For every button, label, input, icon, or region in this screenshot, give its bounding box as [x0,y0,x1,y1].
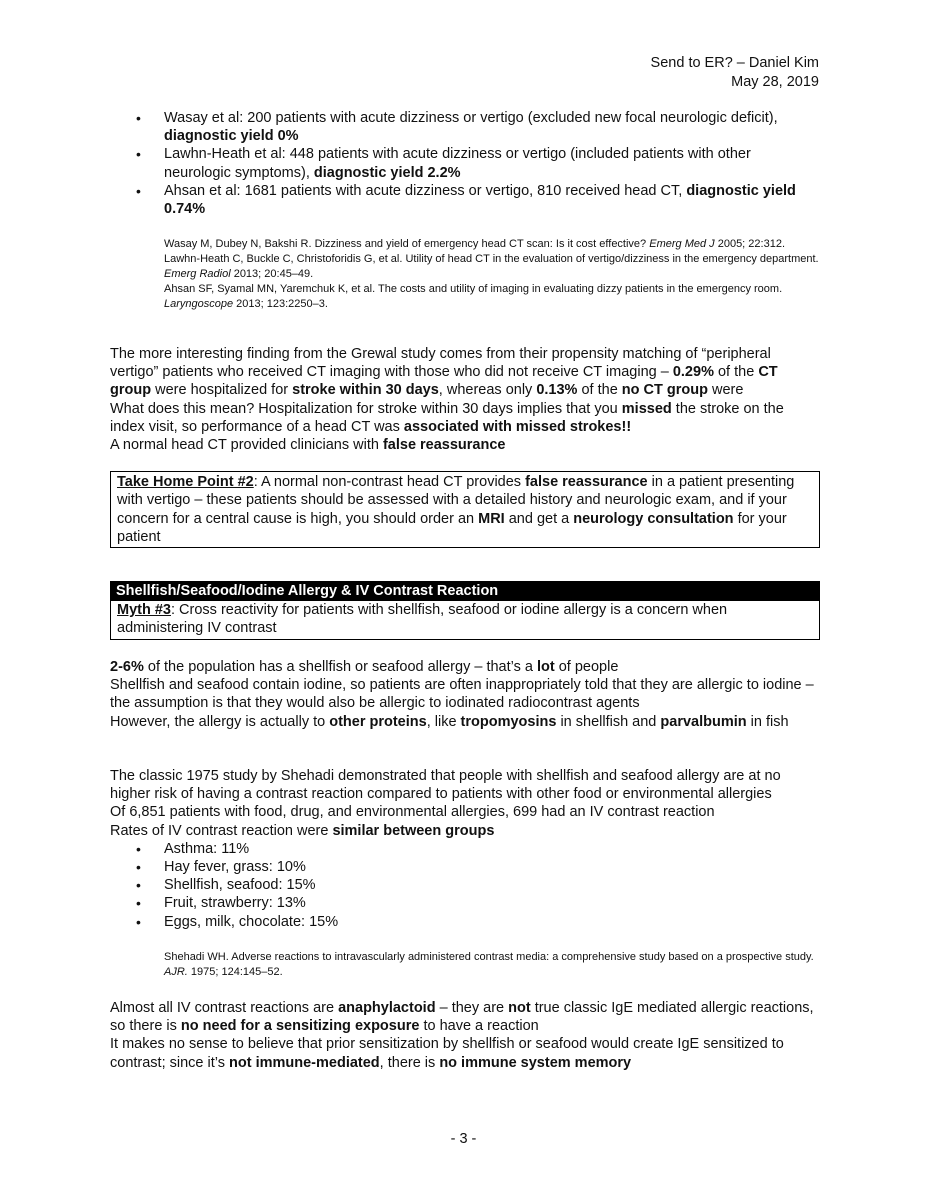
header-date: May 28, 2019 [731,74,819,90]
myth-box: Myth #3: Cross reactivity for patients with shellfish, seafood or iodine allergy is a concern when administering IV contrast [110,600,820,640]
grewal-paragraph: The more interesting finding from the Grewal study comes from their propensity matching of “peripheral vertigo” patients who received CT imaging with those who did not receive CT imaging – 0.29% of the CT group were hospitalized for stroke within 30 days, whereas only 0.13% of the no CT group were What does this mean? Hospitalization for stroke within 30 days implies that you missed the stroke on the index visit, so performance of a head CT was associated with missed strokes!! A normal head CT provided clinicians with false reassurance [110,346,784,454]
references-2 [164,950,824,980]
final-paragraph: Almost all IV contrast reactions are anaphylactoid – they are not true classic IgE mediated allergic reactions, so there is no need for a sensitizing exposure to have a reaction It makes no sense to believe that prior sensitization by shellfish or seafood would create IgE sensitized to contrast; since it’s not immune-mediated, there is no immune system memory [110,1000,814,1071]
reference: Ahsan SF, Syamal MN, Yaremchuk K, et al. The costs and utility of imaging in evaluating dizzy patients in the emergency room. Laryngoscope 2013; 123:2250–3. [164,283,783,310]
take-home-point-box: Take Home Point #2: A normal non-contrast head CT provides false reassurance in a patient presenting with vertigo – these patients should be assessed with a detailed history and neurologic exam, and if your concern for a central cause is high, you should order an MRI and get a neurology consultation for your patient [110,471,820,548]
take-home-label: Take Home Point #2 [117,474,254,490]
shehadi-paragraph: The classic 1975 study by Shehadi demonstrated that people with shellfish and seafood allergy are at no higher risk of having a contrast reaction compared to patients with other food or environmental allergies Of 6,851 patients with food, drug, and environmental allergies, 699 had an IV contrast reaction Rates of IV contrast reaction were similar between groups • Asthma: 11% • Hay fever, grass: 10% • Shellfish, seafood: 15% • Fruit, strawberry: 13% • Eggs, milk, chocolate: 15% [110,767,820,931]
reference: Lawhn-Heath C, Buckle C, Christoforidis G, et al. Utility of head CT in the evaluation of vertigo/dizziness in the emergency department. Emerg Radiol 2013; 20:45–49. [164,253,819,280]
rates-list [110,840,820,931]
list-item: • Fruit, strawberry: 13% [110,894,820,912]
list-item: • Shellfish, seafood: 15% [110,876,820,894]
list-item: • Hay fever, grass: 10% [110,858,820,876]
allergy-paragraph: 2-6% of the population has a shellfish or seafood allergy – that’s a lot of people Shellfish and seafood contain iodine, so patients are often inappropriately told that they are allergic to iodine – the assumption is that they would also be allergic to iodinated radiocontrast agents However, the allergy is actually to other proteins, like tropomyosins in shellfish and parvalbumin in fish [110,659,814,730]
references-1 [164,237,824,312]
list-item: • Lawhn-Heath et al: 448 patients with acute dizziness or vertigo (included patients with other neurologic symptoms), diagnostic yield 2.2% [110,145,820,181]
myth-label: Myth #3 [117,602,171,618]
page-number: - 3 - [450,1131,477,1147]
list-item: • Asthma: 11% [110,840,820,858]
list-item: • Ahsan et al: 1681 patients with acute dizziness or vertigo, 810 received head CT, diagnostic yield 0.74% [110,182,820,218]
section-heading: Shellfish/Seafood/Iodine Allergy & IV Contrast Reaction [110,581,820,601]
list-item: • Wasay et al: 200 patients with acute dizziness or vertigo (excluded new focal neurologic deficit), diagnostic yield 0% [110,109,820,145]
reference: Shehadi WH. Adverse reactions to intravascularly administered contrast media: a comprehensive study based on a prospective study. AJR. 1975; 124:145–52. [164,951,814,978]
list-item: • Eggs, milk, chocolate: 15% [110,913,820,931]
page-header [651,54,819,92]
header-title: Send to ER? – Daniel Kim [650,55,819,71]
studies-list [110,109,820,218]
reference: Wasay M, Dubey N, Bakshi R. Dizziness and yield of emergency head CT scan: Is it cost effective? Emerg Med J 2005; 22:312. [164,238,785,250]
